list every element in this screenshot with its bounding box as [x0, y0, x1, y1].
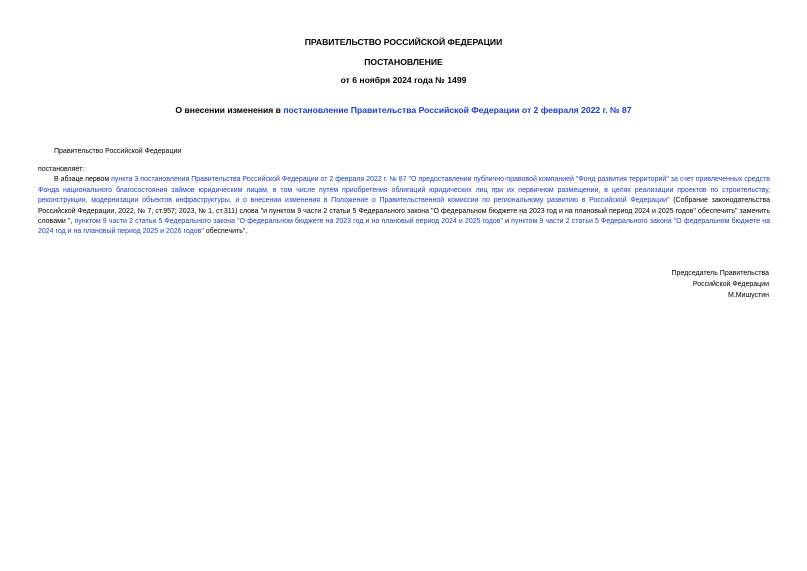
- subject-prefix: О внесении изменения в: [175, 105, 284, 115]
- paragraph-text: (Собрание законодательства Российской Федерации, 2022, № 7, ст.957; 2023, № 1, ст.311) слова "и пунктом 9 части 2 статьи 5 Федерального закона "О федеральном бюджете на 2023 год и на плановый период 2024 и 2025 годов" обеспечить" заменить словами ",: [38, 197, 770, 226]
- decree-clause-link[interactable]: пункта 3 постановления Правительства Российской Федерации от 2 февраля 2022 г. № 87 "О предоставлении публично-правовой компанией "Фонд развития территорий" за счет привлеченных средств Фонда национального благосостояния займов юридическим лицам, в том числе путем приобретения облигаций юридических лиц при их первичном размещении, в целях реализации проектов по строительству, реконструкции, модернизации объектов инфраструктуры, и о внесении изменения в Положение о Правительственной комиссии по региональному развитию в Российской Федерации": [38, 176, 770, 205]
- government-line: Правительство Российской Федерации: [54, 148, 182, 155]
- signature-block: [672, 268, 769, 301]
- resolves-line: постановляет:: [38, 166, 85, 173]
- signatory-name: М.Мишустин: [727, 292, 769, 299]
- federal-law-2023-link[interactable]: пунктом 9 части 2 статьи 5 Федерального закона "О федеральном бюджете на 2023 год и на плановый период 2024 и 2025 годов": [74, 218, 503, 226]
- document-type: ПОСТАНОВЛЕНИЕ: [364, 57, 443, 67]
- paragraph-text: и: [502, 218, 512, 226]
- document-subject: [0, 105, 807, 115]
- document-date-number: от 6 ноября 2024 года № 1499: [340, 75, 467, 85]
- federal-law-2024-link[interactable]: пунктом 9 части 2 статьи 5 Федерального закона "О федеральном бюджете на 2024 год и на плановый период 2025 и 2026 годов": [38, 218, 770, 236]
- issuing-authority: ПРАВИТЕЛЬСТВО РОССИЙСКОЙ ФЕДЕРАЦИИ: [304, 37, 503, 47]
- amendment-paragraph: [38, 175, 770, 237]
- paragraph-text: В абзаце первом: [54, 176, 112, 184]
- paragraph-text: обеспечить".: [203, 228, 248, 236]
- signatory-position: Председатель Правительства: [671, 270, 769, 277]
- document-body: [38, 165, 770, 238]
- signatory-position: Российской Федерации: [692, 281, 769, 288]
- amended-decree-link[interactable]: постановление Правительства Российской Федерации от 2 февраля 2022 г. № 87: [283, 105, 632, 115]
